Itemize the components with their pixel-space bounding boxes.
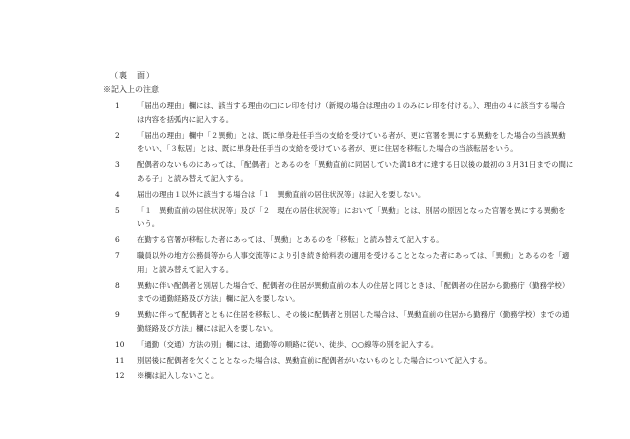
note-item bbox=[115, 338, 599, 352]
note-text-line: 職員以外の地方公務員等から人事交流等により引き続き給料表の適用を受けることとなった者にあっては、「異動」とあるのを「適 bbox=[137, 250, 570, 260]
note-text-line: をいい、「３転居」とは、既に単身赴任手当の支給を受けている者が、更に住居を移転した場合の当該転居をいう。 bbox=[137, 144, 518, 154]
note-item bbox=[115, 99, 599, 127]
note-number: 5 bbox=[115, 205, 120, 215]
note-text-line: ある子」と読み替えて記入する。 bbox=[137, 173, 248, 183]
note-text-line: 届出の理由１以外に該当する場合は「１ 異動直前の居住状況等」は記入を要しない。 bbox=[137, 189, 426, 199]
note-item bbox=[115, 129, 599, 157]
note-number: 1 bbox=[115, 101, 120, 110]
note-text-line: 用」と読み替えて記入する。 bbox=[137, 264, 234, 274]
note-number: 6 bbox=[115, 235, 120, 245]
note-text-line: いう。 bbox=[137, 219, 160, 229]
note-number: 12 bbox=[115, 371, 125, 381]
note-number: 2 bbox=[115, 130, 120, 140]
note-text-line: 勤経路及び方法」欄には記入を要しない。 bbox=[137, 323, 278, 333]
notes-list bbox=[115, 99, 599, 385]
note-text-line: 「届出の理由」欄には、該当する理由の□にレ印を付け（新規の場合は理由の１のみにレ印を付ける。）、理由の４に該当する場合 bbox=[137, 101, 566, 110]
page-side-label: （裏 面） bbox=[110, 71, 155, 80]
note-number: 3 bbox=[115, 160, 120, 170]
note-number: 9 bbox=[115, 310, 120, 320]
note-item bbox=[115, 354, 599, 368]
note-number: 4 bbox=[115, 189, 120, 199]
note-text-line: 異動に伴い配偶者と別居した場合で、配偶者の住居が異動直前の本人の住居と同じときは、「配偶者の住居から勤務庁（勤務学校） bbox=[137, 280, 570, 290]
note-item bbox=[115, 308, 599, 336]
note-number: 7 bbox=[115, 250, 120, 260]
note-number: 11 bbox=[115, 355, 125, 365]
note-item bbox=[115, 279, 599, 307]
note-item bbox=[115, 204, 599, 232]
note-text-line: 「通勤（交通）方法の別」欄には、通勤等の順路に従い、徒歩、○○線等の別を記入する。 bbox=[137, 339, 439, 349]
notes-heading: ※記入上の注意 bbox=[103, 85, 159, 94]
note-item bbox=[115, 233, 599, 247]
note-text-line: ※欄は記入しないこと。 bbox=[137, 371, 219, 381]
note-text-line: 「１ 異動直前の居住状況等」及び「２ 現在の居住状況等」において「異動」とは、別居の原因となった官署を異にする異動を bbox=[137, 205, 566, 215]
note-text-line: 在勤する官署が移転した者にあっては、「異動」とあるのを「移転」と読み替えて記入する。 bbox=[137, 235, 444, 245]
note-text-line: 配偶者のないものにあっては、「配偶者」とあるのを「異動直前に同居していた満18才に達する日以後の最初の３月31日までの間に bbox=[137, 160, 574, 170]
note-item bbox=[115, 158, 599, 186]
note-number: 8 bbox=[115, 280, 120, 290]
note-item bbox=[115, 249, 599, 277]
note-text-line: 異動に伴って配偶者とともに住居を移転し、その後に配偶者と別居した場合は、「異動直前の住居から勤務庁（勤務学校）までの通 bbox=[137, 310, 570, 320]
note-text-line: 別居後に配偶者を欠くこととなった場合は、異動直前に配偶者がいないものとした場合について記入する。 bbox=[137, 355, 492, 365]
note-number: 10 bbox=[115, 339, 125, 349]
note-text-line: 「届出の理由」欄中「２異動」とは、既に単身赴任手当の支給を受けている者が、更に官署を異にする異動をした場合の当該異動 bbox=[137, 130, 566, 140]
note-text-line: までの通勤経路及び方法」欄に記入を要しない。 bbox=[137, 294, 300, 304]
note-text-line: は内容を括弧内に記入する。 bbox=[137, 114, 234, 124]
note-item bbox=[115, 188, 599, 202]
note-item bbox=[115, 369, 599, 383]
